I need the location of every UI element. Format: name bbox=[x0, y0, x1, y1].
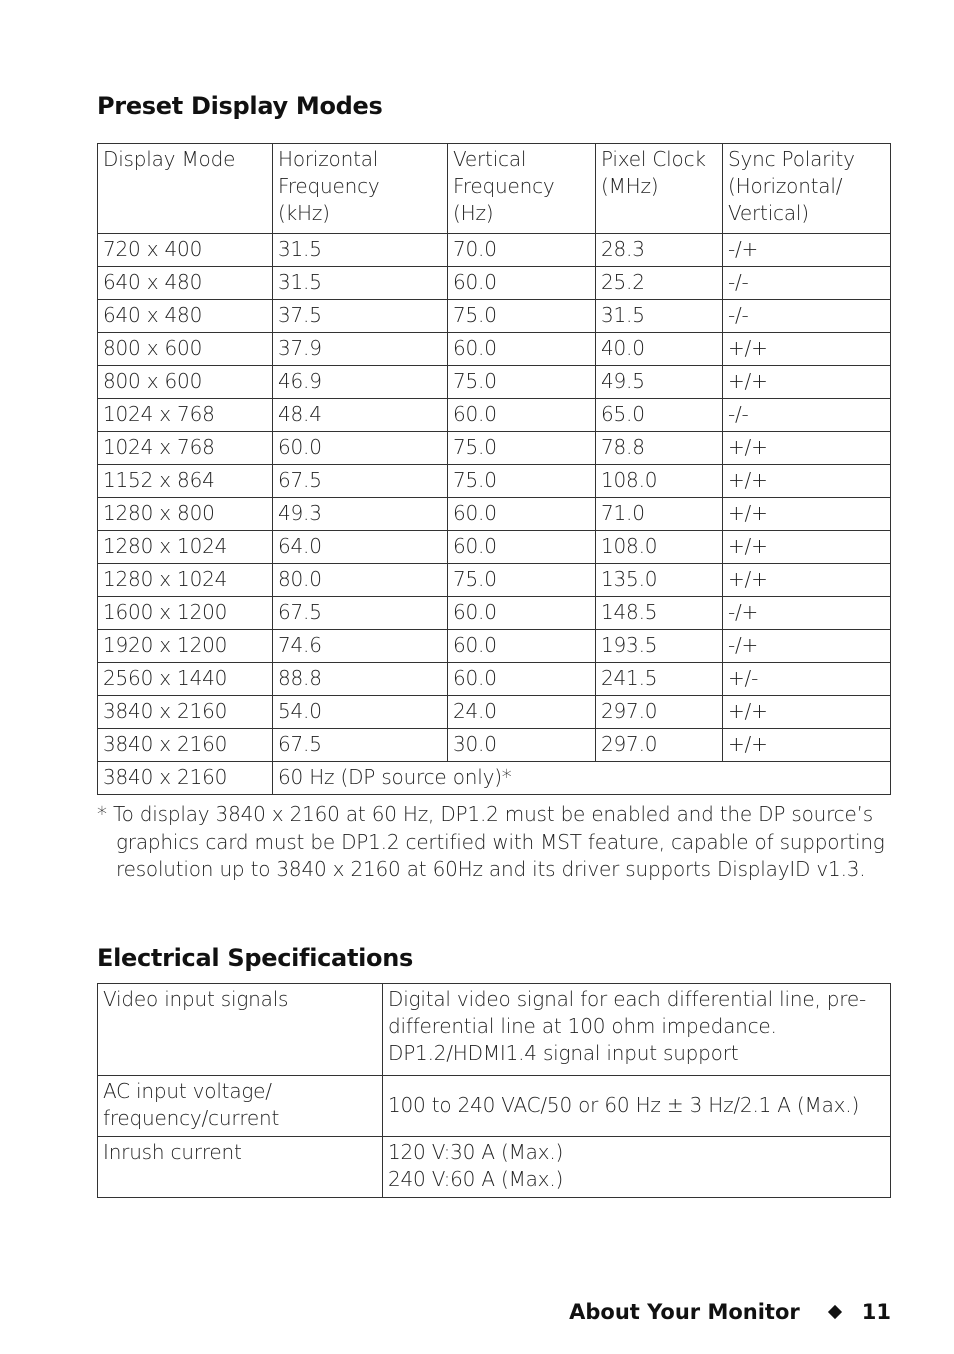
table-cell: 1024 x 768 bbox=[98, 399, 273, 432]
table-cell: 65.0 bbox=[596, 399, 723, 432]
table-cell: +/- bbox=[723, 663, 891, 696]
table-cell: -/- bbox=[723, 267, 891, 300]
cell-line: Vertical) bbox=[728, 201, 809, 225]
table-cell: 3840 x 2160 bbox=[98, 762, 273, 795]
table-row bbox=[98, 300, 891, 333]
cell-line: Horizontal bbox=[278, 147, 379, 171]
table-cell: 2560 x 1440 bbox=[98, 663, 273, 696]
table-cell: 1600 x 1200 bbox=[98, 597, 273, 630]
table-cell: 3840 x 2160 bbox=[98, 729, 273, 762]
table-cell: 31.5 bbox=[273, 234, 448, 267]
spec-value bbox=[383, 1076, 891, 1137]
cell-line: DP1.2/HDMI1.4 signal input support bbox=[388, 1041, 739, 1065]
table-cell: 108.0 bbox=[596, 465, 723, 498]
table-row bbox=[98, 498, 891, 531]
table-cell: 60.0 bbox=[448, 399, 596, 432]
cell-line: (Horizontal/ bbox=[728, 174, 843, 198]
cell-line: Display Mode bbox=[103, 147, 236, 171]
table-cell: 1280 x 1024 bbox=[98, 564, 273, 597]
table-cell: 297.0 bbox=[596, 696, 723, 729]
table-cell-note: 60 Hz (DP source only)* bbox=[273, 762, 891, 795]
table-cell: 31.5 bbox=[273, 267, 448, 300]
table-cell: +/+ bbox=[723, 432, 891, 465]
preset-display-modes-table bbox=[97, 143, 891, 795]
preset-display-modes-heading: Preset Display Modes bbox=[97, 92, 383, 120]
table-cell: 40.0 bbox=[596, 333, 723, 366]
table-cell: 1280 x 1024 bbox=[98, 531, 273, 564]
cell-line: Frequency bbox=[453, 174, 555, 198]
table-cell: 54.0 bbox=[273, 696, 448, 729]
table-cell: 74.6 bbox=[273, 630, 448, 663]
table-row bbox=[98, 597, 891, 630]
table-row bbox=[98, 465, 891, 498]
table-cell: +/+ bbox=[723, 531, 891, 564]
table-row bbox=[98, 333, 891, 366]
table-cell: 3840 x 2160 bbox=[98, 696, 273, 729]
table-row bbox=[98, 432, 891, 465]
table-cell: 241.5 bbox=[596, 663, 723, 696]
page-number: 11 bbox=[861, 1300, 891, 1324]
table-row bbox=[98, 366, 891, 399]
table-cell: 75.0 bbox=[448, 564, 596, 597]
cell-line: Frequency bbox=[278, 174, 380, 198]
table-cell: 1920 x 1200 bbox=[98, 630, 273, 663]
spec-label bbox=[98, 1076, 383, 1137]
table-cell: 71.0 bbox=[596, 498, 723, 531]
table-row bbox=[98, 762, 891, 795]
table-cell: 75.0 bbox=[448, 432, 596, 465]
table-cell: 60.0 bbox=[448, 597, 596, 630]
cell-line: Vertical bbox=[453, 147, 527, 171]
spec-label bbox=[98, 1137, 383, 1198]
table-cell: 49.5 bbox=[596, 366, 723, 399]
table-cell: 78.8 bbox=[596, 432, 723, 465]
column-header bbox=[596, 144, 723, 234]
table-cell: 640 x 480 bbox=[98, 267, 273, 300]
table-cell: 80.0 bbox=[273, 564, 448, 597]
table-cell: +/+ bbox=[723, 729, 891, 762]
table-row bbox=[98, 984, 891, 1076]
table-cell: 800 x 600 bbox=[98, 333, 273, 366]
table-cell: 28.3 bbox=[596, 234, 723, 267]
table-cell: 60.0 bbox=[448, 630, 596, 663]
diamond-icon bbox=[828, 1305, 842, 1319]
table-row bbox=[98, 1076, 891, 1137]
table-cell: 49.3 bbox=[273, 498, 448, 531]
table-cell: -/- bbox=[723, 300, 891, 333]
column-header bbox=[273, 144, 448, 234]
table-cell: 70.0 bbox=[448, 234, 596, 267]
cell-line: AC input voltage/ bbox=[103, 1079, 272, 1103]
table-cell: 60.0 bbox=[273, 432, 448, 465]
table-header-row bbox=[98, 144, 891, 234]
table-cell: 108.0 bbox=[596, 531, 723, 564]
cell-line: frequency/current bbox=[103, 1106, 280, 1130]
table-cell: 75.0 bbox=[448, 300, 596, 333]
cell-line: Digital video signal for each differential line, pre- bbox=[388, 987, 866, 1011]
cell-line: (MHz) bbox=[601, 174, 659, 198]
cell-line: 120 V:30 A (Max.) bbox=[388, 1140, 564, 1164]
table-cell: 75.0 bbox=[448, 465, 596, 498]
cell-line: (kHz) bbox=[278, 201, 330, 225]
table-cell: 25.2 bbox=[596, 267, 723, 300]
table-cell: 1152 x 864 bbox=[98, 465, 273, 498]
table-cell: 88.8 bbox=[273, 663, 448, 696]
table-cell: 30.0 bbox=[448, 729, 596, 762]
table-cell: +/+ bbox=[723, 366, 891, 399]
electrical-specifications-table bbox=[97, 983, 891, 1198]
table-cell: -/- bbox=[723, 399, 891, 432]
column-header bbox=[723, 144, 891, 234]
table-cell: 60.0 bbox=[448, 267, 596, 300]
cell-line: Video input signals bbox=[103, 987, 289, 1011]
table-row bbox=[98, 1137, 891, 1198]
table-cell: 24.0 bbox=[448, 696, 596, 729]
table-cell: 46.9 bbox=[273, 366, 448, 399]
electrical-specifications-heading: Electrical Specifications bbox=[97, 944, 414, 972]
column-header bbox=[448, 144, 596, 234]
table-row bbox=[98, 531, 891, 564]
table-row bbox=[98, 267, 891, 300]
table-cell: 800 x 600 bbox=[98, 366, 273, 399]
table-cell: +/+ bbox=[723, 498, 891, 531]
footnote: * To display 3840 x 2160 at 60 Hz, DP1.2 must be enabled and the DP source’s graphics card must be DP1.2 certified with MST feature, capable of supporting resolution up to 3840 x 2160 at 60Hz and its driver supports DisplayID v1.3. bbox=[97, 802, 885, 881]
table-cell: 67.5 bbox=[273, 597, 448, 630]
spec-value bbox=[383, 984, 891, 1076]
table-cell: +/+ bbox=[723, 696, 891, 729]
column-header bbox=[98, 144, 273, 234]
table-row bbox=[98, 630, 891, 663]
cell-line: 240 V:60 A (Max.) bbox=[388, 1167, 564, 1191]
table-cell: 148.5 bbox=[596, 597, 723, 630]
table-row bbox=[98, 696, 891, 729]
table-row bbox=[98, 399, 891, 432]
table-cell: 60.0 bbox=[448, 333, 596, 366]
table-cell: 60.0 bbox=[448, 498, 596, 531]
table-cell: 60.0 bbox=[448, 531, 596, 564]
table-cell: 1280 x 800 bbox=[98, 498, 273, 531]
table-cell: 75.0 bbox=[448, 366, 596, 399]
cell-line: Inrush current bbox=[103, 1140, 242, 1164]
spec-value bbox=[383, 1137, 891, 1198]
table-cell: 193.5 bbox=[596, 630, 723, 663]
cell-line: (Hz) bbox=[453, 201, 494, 225]
table-cell: 37.5 bbox=[273, 300, 448, 333]
table-row bbox=[98, 729, 891, 762]
cell-line: 100 to 240 VAC/50 or 60 Hz ± 3 Hz/2.1 A (Max.) bbox=[388, 1093, 860, 1117]
table-cell: 60.0 bbox=[448, 663, 596, 696]
table-cell: 64.0 bbox=[273, 531, 448, 564]
table-cell: 31.5 bbox=[596, 300, 723, 333]
table-cell: 720 x 400 bbox=[98, 234, 273, 267]
spec-label bbox=[98, 984, 383, 1076]
table-cell: -/+ bbox=[723, 234, 891, 267]
cell-line: Pixel Clock bbox=[601, 147, 706, 171]
table-cell: -/+ bbox=[723, 630, 891, 663]
table-cell: +/+ bbox=[723, 465, 891, 498]
cell-line: Sync Polarity bbox=[728, 147, 855, 171]
table-cell: 297.0 bbox=[596, 729, 723, 762]
table-cell: 135.0 bbox=[596, 564, 723, 597]
table-cell: 640 x 480 bbox=[98, 300, 273, 333]
table-cell: 67.5 bbox=[273, 465, 448, 498]
table-cell: 48.4 bbox=[273, 399, 448, 432]
table-cell: 37.9 bbox=[273, 333, 448, 366]
table-cell: +/+ bbox=[723, 564, 891, 597]
table-cell: 67.5 bbox=[273, 729, 448, 762]
table-cell: -/+ bbox=[723, 597, 891, 630]
table-row bbox=[98, 234, 891, 267]
table-row bbox=[98, 564, 891, 597]
table-cell: 1024 x 768 bbox=[98, 432, 273, 465]
table-cell: +/+ bbox=[723, 333, 891, 366]
table-row bbox=[98, 663, 891, 696]
cell-line: differential line at 100 ohm impedance. bbox=[388, 1014, 777, 1038]
footer-section-title: About Your Monitor bbox=[569, 1300, 800, 1324]
page-footer bbox=[569, 1300, 891, 1324]
